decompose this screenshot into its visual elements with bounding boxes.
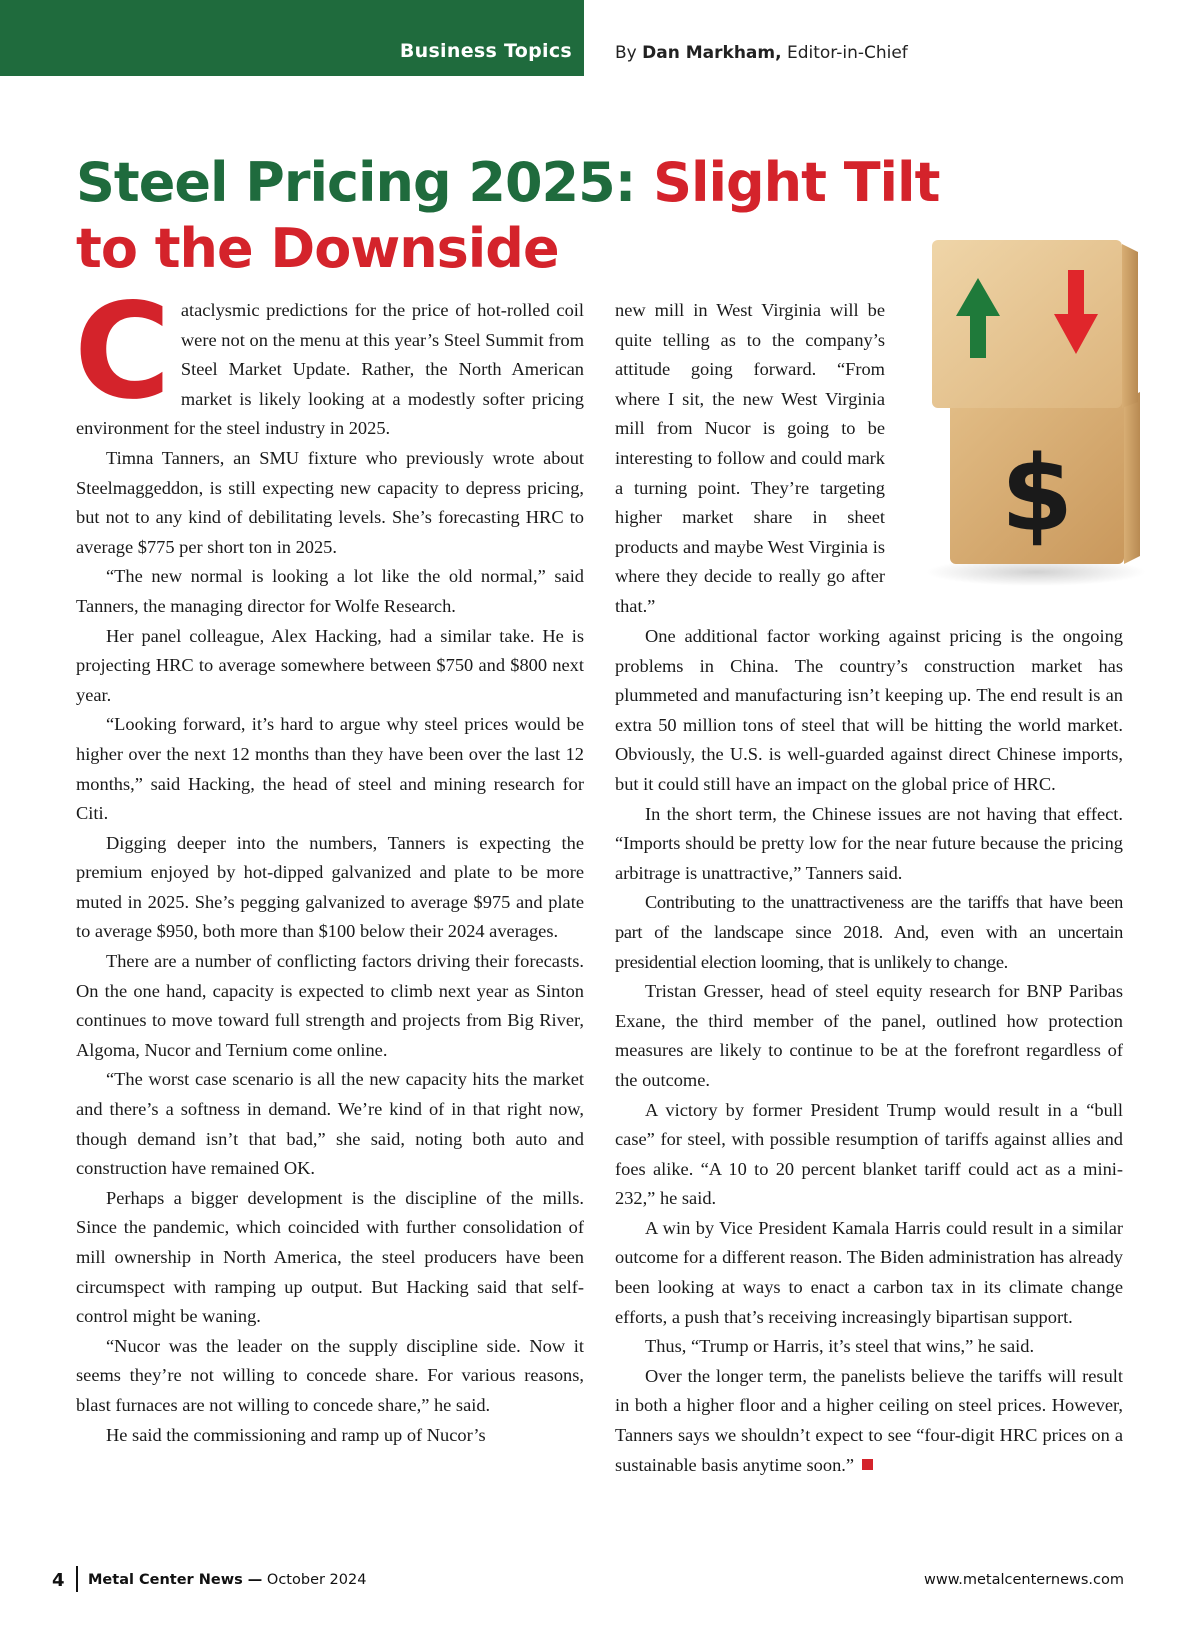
paragraph: Tristan Gresser, head of steel equity research for BNP Paribas Exane, the third member of the panel, outlined how protection measures are likely to continue to be at the forefront regardless of the outcome. — [615, 981, 1123, 1090]
paragraph: In the short term, the Chinese issues are not having that effect. “Imports should be pretty low for the near future because the pricing arbitrage is unattractive,” Tanners said. — [615, 803, 1123, 883]
issue-date: October 2024 — [262, 1572, 367, 1588]
headline-part-2: Slight Tilt to the Downside — [76, 151, 940, 280]
paragraph: A win by Vice President Kamala Harris could result in a similar outcome for a different reason. The Biden administration has already been looking at ways to enact a carbon tax in its climate change efforts, a push that’s receiving increasingly bipartisan support. — [615, 1217, 1123, 1327]
author-title: Editor-in-Chief — [781, 43, 908, 63]
end-of-article-mark — [862, 1459, 873, 1470]
section-label: Business Topics — [399, 40, 572, 62]
publication-name: Metal Center News — — [88, 1572, 263, 1588]
page-number: 4 — [52, 1570, 65, 1591]
byline-prefix: By — [615, 43, 643, 63]
paragraph: “Nucor was the leader on the supply discipline side. Now it seems they’re not willing to concede share. For various reasons, blast furnaces are not willing to concede share,” he said. — [76, 1335, 584, 1415]
paragraph: There are a number of conflicting factors driving their forecasts. On the one hand, capacity is expected to climb next year as Sinton continues to move toward full strength and projects from Big River, Algoma, Nucor and Ternium come online. — [76, 951, 584, 1060]
paragraph: Her panel colleague, Alex Hacking, had a similar take. He is projecting HRC to average somewhere between $750 and $800 next year. — [76, 625, 584, 705]
article-headline — [76, 150, 976, 282]
article-column-right — [615, 622, 1123, 1480]
paragraph-final — [615, 1362, 1123, 1480]
paragraph: He said the commissioning and ramp up of Nucor’s — [106, 1424, 486, 1445]
dollar-sign-icon: $ — [1000, 433, 1074, 555]
headline-part-1: Steel Pricing 2025: — [76, 151, 654, 214]
article-column-right-top — [615, 296, 885, 622]
paragraph: ataclysmic predictions for the price of hot-rolled coil were not on the menu at this year’s Steel Summit from Steel Market Update. Rather, the North American market is likely looking at a modestly softer pricing environment for the steel industry in 2025. — [76, 300, 584, 439]
paragraph: “Looking forward, it’s hard to argue why steel prices would be higher over the next 12 months than they have been over the last 12 months,” said Hacking, the head of steel and mining research for Citi. — [76, 714, 584, 824]
article-column-left — [74, 275, 584, 1450]
paragraph: Digging deeper into the numbers, Tanners is expecting the premium enjoyed by hot-dipped galvanized and plate to be more muted in 2025. She’s pegging galvanized to average $975 and plate to average $950, both more than $100 below their 2024 averages. — [76, 832, 584, 942]
paragraph: new mill in West Virginia will be quite telling as to the company’s attitude going forward. “From where I sit, the new West Virginia mill from Nucor is going to be interesting to follow and could mark a turning point. They’re targeting higher market share in sheet products and maybe West Virginia is where they decide to really go after that.” — [615, 300, 885, 616]
final-paragraph-text: Over the longer term, the panelists believe the tariffs will result in both a higher floor and a higher ceiling on steel prices. However, Tanners says we shouldn’t expect to see “four-digit HRC prices on a sustainable basis anytime soon.” — [615, 1365, 1123, 1475]
paragraph: Contributing to the unattractiveness are the tariffs that have been part of the landscape since 2018. And, even with an uncertain presidential election looming, that is unlikely to change. — [615, 892, 1123, 972]
paragraph: A victory by former President Trump would result in a “bull case” for steel, with possible resumption of tariffs against allies and foes alike. “A 10 to 20 percent blanket tariff could act as a mini-232,” he said. — [615, 1099, 1123, 1209]
paragraph: One additional factor working against pricing is the ongoing problems in China. The country’s construction market has plummeted and manufacturing isn’t keeping up. The end result is an extra 50 million tons of steel that will be hitting the world market. Obviously, the U.S. is well-guarded against direct Chinese imports, but it could still have an impact on the global price of HRC. — [615, 626, 1123, 794]
paragraph: “The worst case scenario is all the new capacity hits the market and there’s a softness in demand. We’re kind of in that right now, though demand isn’t that bad,” she said, noting both auto and construction have remained OK. — [76, 1069, 584, 1179]
wooden-cubes-image — [918, 230, 1158, 590]
author-name: Dan Markham, — [642, 43, 782, 63]
footer-url: www.metalcenternews.com — [924, 1572, 1124, 1588]
paragraph: Timna Tanners, an SMU fixture who previously wrote about Steelmaggeddon, is still expecting new capacity to depress pricing, but not to any kind of debilitating levels. She’s forecasting HRC to average $775 per short ton in 2025. — [76, 447, 584, 557]
paragraph: Perhaps a bigger development is the discipline of the mills. Since the pandemic, which coincided with further consolidation of mill ownership in North America, the steel producers have been circumspect with ramping up output. But Hacking said that self-control might be waning. — [76, 1187, 584, 1327]
footer-publication — [88, 1572, 366, 1588]
footer-divider — [76, 1566, 78, 1592]
section-tab — [0, 0, 584, 76]
paragraph: “The new normal is looking a lot like the old normal,” said Tanners, the managing director for Wolfe Research. — [76, 566, 584, 616]
drop-cap: C — [74, 275, 171, 429]
byline — [615, 43, 908, 63]
paragraph: Thus, “Trump or Harris, it’s steel that wins,” he said. — [645, 1336, 1035, 1357]
